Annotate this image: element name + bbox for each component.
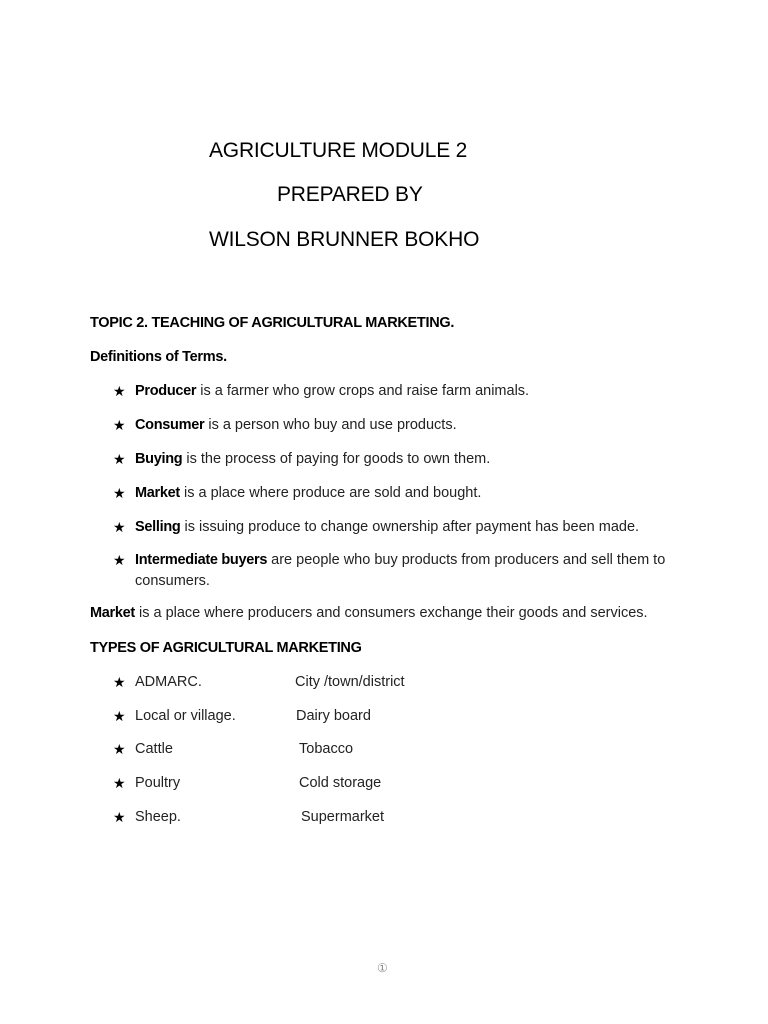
star-bullet-icon: ★ <box>113 809 126 825</box>
star-bullet-icon: ★ <box>113 674 126 690</box>
star-bullet-icon: ★ <box>113 417 126 433</box>
definition-text: is the process of paying for goods to own them. <box>182 451 491 467</box>
market-paragraph <box>90 605 648 621</box>
definition-item <box>113 550 693 592</box>
type-right: Supermarket <box>301 809 385 825</box>
star-bullet-icon: ★ <box>113 485 126 501</box>
definition-item <box>113 483 693 504</box>
definition-text: is issuing produce to change ownership after payment has been made. <box>180 519 640 535</box>
definition-item <box>113 381 693 402</box>
type-left: Sheep. <box>135 809 181 825</box>
definition-item <box>113 517 693 538</box>
definition-term: Producer <box>135 383 197 399</box>
definition-term: Market <box>135 485 180 501</box>
star-bullet-icon: ★ <box>113 741 126 757</box>
type-right: Cold storage <box>299 775 382 791</box>
type-right: Dairy board <box>296 708 371 724</box>
document-title: AGRICULTURE MODULE 2 <box>209 139 468 162</box>
definition-text: is a place where produce are sold and bought. <box>179 485 482 501</box>
type-right: City /town/district <box>295 674 405 690</box>
definition-item <box>113 415 693 436</box>
type-left: Poultry <box>135 775 181 791</box>
market-term: Market <box>90 605 135 621</box>
type-right: Tobacco <box>299 741 354 757</box>
star-bullet-icon: ★ <box>113 383 126 399</box>
topic-heading: TOPIC 2. TEACHING OF AGRICULTURAL MARKETING. <box>90 315 455 331</box>
page-number: ① <box>377 961 388 975</box>
type-left: Cattle <box>135 741 173 757</box>
types-heading: TYPES OF AGRICULTURAL MARKETING <box>90 640 362 656</box>
definition-term: Selling <box>135 519 181 535</box>
market-text: is a place where producers and consumers exchange their goods and services. <box>134 605 648 621</box>
definition-text: is a farmer who grow crops and raise farm animals. <box>196 383 530 399</box>
definition-term: Buying <box>135 451 183 467</box>
star-bullet-icon: ★ <box>113 775 126 791</box>
star-bullet-icon: ★ <box>113 552 126 568</box>
star-bullet-icon: ★ <box>113 451 126 467</box>
definition-text: is a person who buy and use products. <box>204 417 457 433</box>
definition-text: are people who buy products from producers and sell them to consumers. <box>135 552 666 589</box>
definition-term: Consumer <box>135 417 205 433</box>
definitions-heading: Definitions of Terms. <box>90 349 227 365</box>
definition-term: Intermediate buyers <box>135 552 268 568</box>
definition-item <box>113 449 693 470</box>
type-left: Local or village. <box>135 708 236 724</box>
type-left: ADMARC. <box>135 674 202 690</box>
prepared-by-label: PREPARED BY <box>277 183 423 206</box>
star-bullet-icon: ★ <box>113 708 126 724</box>
author-name: WILSON BRUNNER BOKHO <box>209 228 480 251</box>
star-bullet-icon: ★ <box>113 519 126 535</box>
